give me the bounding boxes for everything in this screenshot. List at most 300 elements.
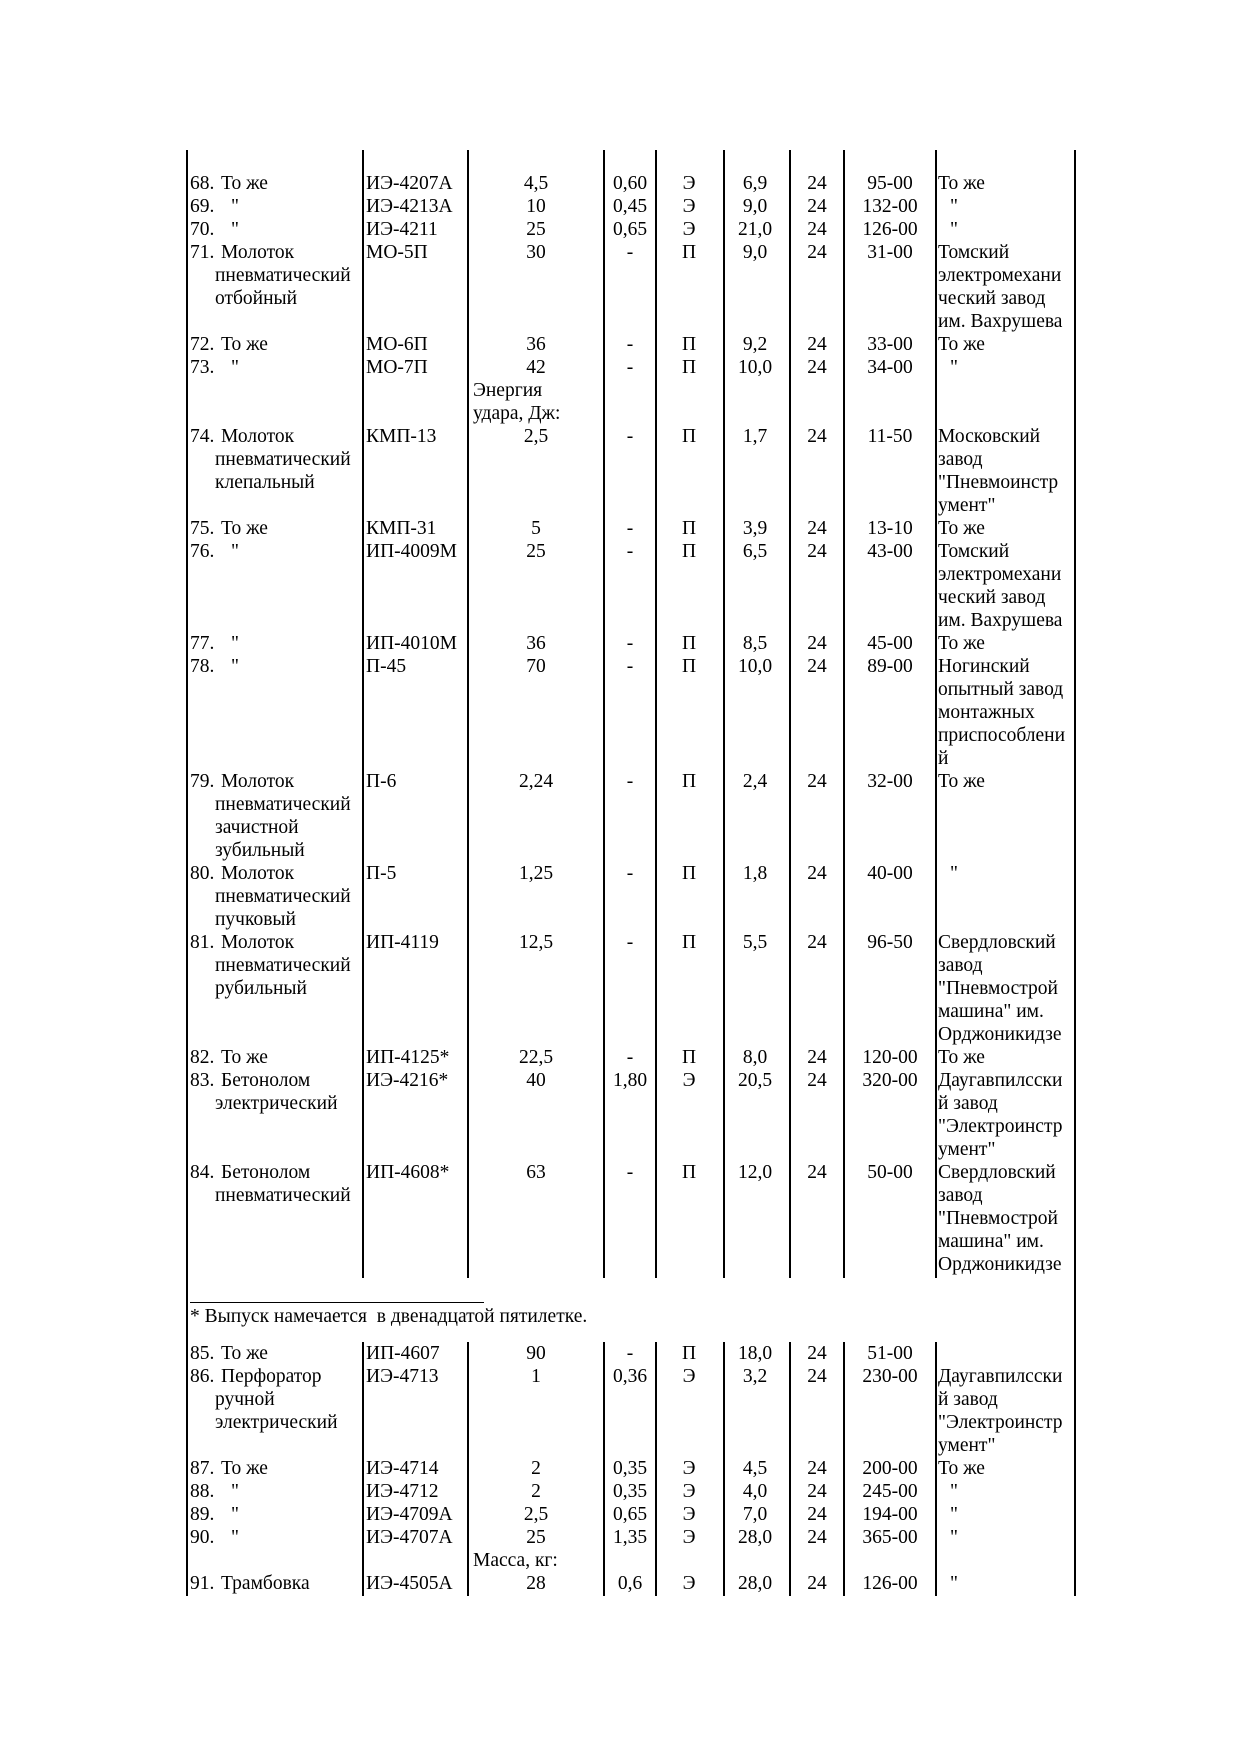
name-cell: " — [231, 196, 239, 217]
name-cell: " — [231, 1504, 239, 1525]
power-cell: - — [626, 932, 634, 953]
model-cell: ИЭ-4213А — [366, 196, 453, 217]
maker-cell: То же — [938, 1047, 985, 1068]
maker-cell: "Пневмострой — [938, 1208, 1058, 1229]
power-cell: - — [626, 1047, 634, 1068]
drive-cell: П — [681, 541, 697, 562]
maker-cell: Орджоникидзе — [938, 1024, 1062, 1045]
param-cell: 2,24 — [518, 771, 554, 792]
name-cell: пучковый — [215, 909, 296, 930]
row-number: 83. — [190, 1070, 215, 1091]
model-cell: ИП-4009М — [366, 541, 457, 562]
name-cell: Бетонолом — [221, 1070, 311, 1091]
power-cell: - — [626, 357, 634, 378]
price-cell: 50-00 — [867, 1162, 913, 1183]
price-cell: 51-00 — [867, 1343, 913, 1364]
power-cell: 0,65 — [612, 219, 648, 240]
maker-cell: Московский — [938, 426, 1041, 447]
unit-subheader: Энергия — [473, 380, 543, 401]
power-cell: - — [626, 518, 634, 539]
drive-cell: П — [681, 633, 697, 654]
maker-cell: Орджоникидзе — [938, 1254, 1062, 1275]
model-cell: ИП-4119 — [366, 932, 439, 953]
row-number: 71. — [190, 242, 215, 263]
model-cell: ИЭ-4216* — [366, 1070, 449, 1091]
model-cell: МО-5П — [366, 242, 428, 263]
row-number: 68. — [190, 173, 215, 194]
name-cell: То же — [221, 173, 268, 194]
param-cell: 25 — [526, 541, 546, 562]
life-cell: 24 — [807, 932, 827, 953]
power-cell: - — [626, 771, 634, 792]
maker-cell: Томский — [938, 541, 1010, 562]
power-cell: 1,35 — [612, 1527, 648, 1548]
param-cell: 2,5 — [523, 1504, 549, 1525]
row-number: 78. — [190, 656, 215, 677]
column-divider-line — [362, 150, 364, 1278]
maker-cell: завод — [938, 955, 983, 976]
power-cell: 0,60 — [612, 173, 648, 194]
maker-cell: Даугавпилсски — [938, 1366, 1063, 1387]
power-cell: - — [626, 633, 634, 654]
power-cell: - — [626, 426, 634, 447]
maker-cell: им. Вахрушева — [938, 610, 1063, 631]
drive-cell: П — [681, 863, 697, 884]
mass-cell: 7,0 — [742, 1504, 768, 1525]
name-cell: Молоток — [221, 771, 295, 792]
maker-cell: завод — [938, 1185, 983, 1206]
life-cell: 24 — [807, 1366, 827, 1387]
name-cell: ручной — [215, 1389, 275, 1410]
name-cell: " — [231, 1527, 239, 1548]
param-cell: 2,5 — [523, 426, 549, 447]
name-cell: " — [231, 541, 239, 562]
maker-cell: То же — [938, 518, 985, 539]
price-cell: 89-00 — [867, 656, 913, 677]
model-cell: П-45 — [366, 656, 407, 677]
life-cell: 24 — [807, 656, 827, 677]
life-cell: 24 — [807, 1504, 827, 1525]
mass-cell: 9,2 — [742, 334, 768, 355]
row-number: 79. — [190, 771, 215, 792]
life-cell: 24 — [807, 633, 827, 654]
maker-cell: Томский — [938, 242, 1010, 263]
column-divider-line — [655, 1342, 657, 1596]
drive-cell: Э — [682, 1527, 696, 1548]
name-cell: пневматический — [215, 886, 351, 907]
model-cell: ИП-4608* — [366, 1162, 450, 1183]
maker-cell: "Электроинстр — [938, 1116, 1063, 1137]
drive-cell: П — [681, 518, 697, 539]
column-divider-line — [843, 1342, 845, 1596]
price-cell: 34-00 — [867, 357, 913, 378]
maker-cell: машина" им. — [938, 1001, 1044, 1022]
mass-cell: 28,0 — [737, 1573, 773, 1594]
price-cell: 45-00 — [867, 633, 913, 654]
price-cell: 320-00 — [862, 1070, 918, 1091]
param-cell: 1,25 — [518, 863, 554, 884]
row-number: 75. — [190, 518, 215, 539]
power-cell: - — [626, 656, 634, 677]
row-number: 90. — [190, 1527, 215, 1548]
life-cell: 24 — [807, 219, 827, 240]
power-cell: - — [626, 334, 634, 355]
param-cell: 90 — [526, 1343, 546, 1364]
drive-cell: П — [681, 357, 697, 378]
param-cell: 22,5 — [518, 1047, 554, 1068]
mass-cell: 1,8 — [742, 863, 768, 884]
maker-cell: монтажных — [938, 702, 1035, 723]
table-border-line — [1074, 1342, 1076, 1596]
model-cell: ИЭ-4211 — [366, 219, 438, 240]
price-cell: 126-00 — [862, 219, 918, 240]
price-cell: 31-00 — [867, 242, 913, 263]
name-cell: пневматический — [215, 1185, 351, 1206]
name-cell: " — [231, 219, 239, 240]
row-number: 74. — [190, 426, 215, 447]
unit-subheader: Масса, кг: — [473, 1550, 558, 1571]
footnote-text: * Выпуск намечается в двенадцатой пятилетке. — [190, 1306, 588, 1327]
drive-cell: Э — [682, 173, 696, 194]
column-divider-line — [603, 1342, 605, 1596]
mass-cell: 5,5 — [742, 932, 768, 953]
drive-cell: П — [681, 242, 697, 263]
mass-cell: 10,0 — [737, 357, 773, 378]
maker-cell: Свердловский — [938, 932, 1056, 953]
name-cell: Перфоратор — [221, 1366, 322, 1387]
mass-cell: 6,5 — [742, 541, 768, 562]
life-cell: 24 — [807, 1070, 827, 1091]
table-border-line — [1074, 150, 1076, 1342]
life-cell: 24 — [807, 357, 827, 378]
drive-cell: П — [681, 426, 697, 447]
name-cell: Молоток — [221, 863, 295, 884]
price-cell: 32-00 — [867, 771, 913, 792]
price-cell: 126-00 — [862, 1573, 918, 1594]
drive-cell: Э — [682, 196, 696, 217]
mass-cell: 28,0 — [737, 1527, 773, 1548]
drive-cell: Э — [682, 219, 696, 240]
param-cell: 12,5 — [518, 932, 554, 953]
life-cell: 24 — [807, 1343, 827, 1364]
name-cell: " — [231, 656, 239, 677]
mass-cell: 18,0 — [737, 1343, 773, 1364]
model-cell: МО-6П — [366, 334, 428, 355]
price-cell: 40-00 — [867, 863, 913, 884]
life-cell: 24 — [807, 334, 827, 355]
power-cell: - — [626, 1343, 634, 1364]
mass-cell: 8,5 — [742, 633, 768, 654]
drive-cell: П — [681, 334, 697, 355]
mass-cell: 10,0 — [737, 656, 773, 677]
drive-cell: Э — [682, 1458, 696, 1479]
column-divider-line — [789, 150, 791, 1278]
column-divider-line — [935, 150, 937, 1278]
power-cell: - — [626, 541, 634, 562]
maker-cell: машина" им. — [938, 1231, 1044, 1252]
param-cell: 2 — [531, 1458, 541, 1479]
name-cell: Трамбовка — [221, 1573, 310, 1594]
row-number: 80. — [190, 863, 215, 884]
model-cell: ИП-4125* — [366, 1047, 450, 1068]
param-cell: 30 — [526, 242, 546, 263]
mass-cell: 2,4 — [742, 771, 768, 792]
power-cell: 0,65 — [612, 1504, 648, 1525]
name-cell: пневматический — [215, 794, 351, 815]
maker-cell: То же — [938, 173, 985, 194]
model-cell: ИЭ-4714 — [366, 1458, 439, 1479]
life-cell: 24 — [807, 541, 827, 562]
maker-cell: То же — [938, 633, 985, 654]
life-cell: 24 — [807, 426, 827, 447]
name-cell: То же — [221, 334, 268, 355]
name-cell: Молоток — [221, 242, 295, 263]
life-cell: 24 — [807, 1458, 827, 1479]
name-cell: пневматический — [215, 265, 351, 286]
mass-cell: 3,2 — [742, 1366, 768, 1387]
power-cell: 0,36 — [612, 1366, 648, 1387]
mass-cell: 9,0 — [742, 196, 768, 217]
param-cell: 42 — [526, 357, 546, 378]
param-cell: 10 — [526, 196, 546, 217]
param-cell: 63 — [526, 1162, 546, 1183]
model-cell: ИЭ-4709А — [366, 1504, 453, 1525]
row-number: 82. — [190, 1047, 215, 1068]
name-cell: пневматический — [215, 449, 351, 470]
drive-cell: П — [681, 932, 697, 953]
life-cell: 24 — [807, 173, 827, 194]
maker-cell: й завод — [938, 1093, 998, 1114]
param-cell: 25 — [526, 1527, 546, 1548]
maker-cell: "Пневмоинстр — [938, 472, 1059, 493]
drive-cell: Э — [682, 1366, 696, 1387]
row-number: 72. — [190, 334, 215, 355]
param-cell: 70 — [526, 656, 546, 677]
maker-cell: электромехани — [938, 564, 1062, 585]
maker-cell: й завод — [938, 1389, 998, 1410]
price-cell: 95-00 — [867, 173, 913, 194]
power-cell: 0,35 — [612, 1481, 648, 1502]
maker-cell: завод — [938, 449, 983, 470]
mass-cell: 21,0 — [737, 219, 773, 240]
name-cell: " — [231, 633, 239, 654]
power-cell: 1,80 — [612, 1070, 648, 1091]
row-number: 76. — [190, 541, 215, 562]
model-cell: ИП-4010М — [366, 633, 457, 654]
price-cell: 230-00 — [862, 1366, 918, 1387]
model-cell: МО-7П — [366, 357, 428, 378]
name-cell: Молоток — [221, 426, 295, 447]
column-divider-line — [789, 1342, 791, 1596]
power-cell: - — [626, 1162, 634, 1183]
table-border-line — [186, 150, 188, 1342]
name-cell: То же — [221, 518, 268, 539]
table-border-line — [186, 1342, 188, 1596]
maker-cell: ческий завод — [938, 288, 1046, 309]
name-cell: пневматический — [215, 955, 351, 976]
param-cell: 5 — [531, 518, 541, 539]
drive-cell: П — [681, 656, 697, 677]
name-cell: То же — [221, 1343, 268, 1364]
name-cell: То же — [221, 1458, 268, 1479]
maker-cell: приспособлени — [938, 725, 1066, 746]
maker-cell: То же — [938, 771, 985, 792]
param-cell: 40 — [526, 1070, 546, 1091]
power-cell: 0,35 — [612, 1458, 648, 1479]
unit-subheader: удара, Дж: — [473, 403, 561, 424]
row-number: 89. — [190, 1504, 215, 1525]
maker-cell: умент" — [938, 1435, 996, 1456]
maker-cell: Ногинский — [938, 656, 1030, 677]
price-cell: 13-10 — [867, 518, 913, 539]
power-cell: - — [626, 242, 634, 263]
row-number: 91. — [190, 1573, 215, 1594]
row-number: 84. — [190, 1162, 215, 1183]
maker-cell: " — [950, 1573, 958, 1594]
price-cell: 33-00 — [867, 334, 913, 355]
life-cell: 24 — [807, 1162, 827, 1183]
model-cell: ИП-4607 — [366, 1343, 440, 1364]
drive-cell: Э — [682, 1573, 696, 1594]
model-cell: П-5 — [366, 863, 397, 884]
mass-cell: 4,5 — [742, 1458, 768, 1479]
price-cell: 245-00 — [862, 1481, 918, 1502]
maker-cell: умент" — [938, 1139, 996, 1160]
row-number: 77. — [190, 633, 215, 654]
name-cell: электрический — [215, 1412, 338, 1433]
maker-cell: ческий завод — [938, 587, 1046, 608]
name-cell: Бетонолом — [221, 1162, 311, 1183]
name-cell: зубильный — [215, 840, 305, 861]
mass-cell: 12,0 — [737, 1162, 773, 1183]
mass-cell: 9,0 — [742, 242, 768, 263]
mass-cell: 4,0 — [742, 1481, 768, 1502]
maker-cell: й — [938, 748, 949, 769]
maker-cell: " — [950, 357, 958, 378]
maker-cell: " — [950, 863, 958, 884]
life-cell: 24 — [807, 1527, 827, 1548]
model-cell: ИЭ-4713 — [366, 1366, 439, 1387]
row-number: 70. — [190, 219, 215, 240]
param-cell: 2 — [531, 1481, 541, 1502]
model-cell: КМП-13 — [366, 426, 437, 447]
name-cell: Молоток — [221, 932, 295, 953]
name-cell: клепальный — [215, 472, 315, 493]
name-cell: электрический — [215, 1093, 338, 1114]
price-cell: 43-00 — [867, 541, 913, 562]
name-cell: То же — [221, 1047, 268, 1068]
column-divider-line — [655, 150, 657, 1278]
column-divider-line — [843, 150, 845, 1278]
life-cell: 24 — [807, 196, 827, 217]
price-cell: 132-00 — [862, 196, 918, 217]
drive-cell: П — [681, 1047, 697, 1068]
row-number: 88. — [190, 1481, 215, 1502]
maker-cell: "Пневмострой — [938, 978, 1058, 999]
model-cell: ИЭ-4505А — [366, 1573, 453, 1594]
param-cell: 4,5 — [523, 173, 549, 194]
param-cell: 36 — [526, 334, 546, 355]
maker-cell: Свердловский — [938, 1162, 1056, 1183]
name-cell: рубильный — [215, 978, 307, 999]
maker-cell: " — [950, 1504, 958, 1525]
column-divider-line — [603, 150, 605, 1278]
maker-cell: " — [950, 196, 958, 217]
mass-cell: 3,9 — [742, 518, 768, 539]
price-cell: 365-00 — [862, 1527, 918, 1548]
life-cell: 24 — [807, 1573, 827, 1594]
maker-cell: " — [950, 1527, 958, 1548]
mass-cell: 1,7 — [742, 426, 768, 447]
model-cell: ИЭ-4712 — [366, 1481, 439, 1502]
param-cell: 1 — [531, 1366, 541, 1387]
maker-cell: им. Вахрушева — [938, 311, 1063, 332]
price-cell: 11-50 — [867, 426, 913, 447]
row-number: 85. — [190, 1343, 215, 1364]
drive-cell: Э — [682, 1504, 696, 1525]
param-cell: 36 — [526, 633, 546, 654]
power-cell: 0,45 — [612, 196, 648, 217]
column-divider-line — [467, 150, 469, 1278]
mass-cell: 20,5 — [737, 1070, 773, 1091]
life-cell: 24 — [807, 518, 827, 539]
drive-cell: П — [681, 1343, 697, 1364]
mass-cell: 8,0 — [742, 1047, 768, 1068]
model-cell: ИЭ-4707А — [366, 1527, 453, 1548]
price-cell: 194-00 — [862, 1504, 918, 1525]
name-cell: отбойный — [215, 288, 298, 309]
life-cell: 24 — [807, 1481, 827, 1502]
drive-cell: П — [681, 1162, 697, 1183]
name-cell: " — [231, 357, 239, 378]
column-divider-line — [467, 1342, 469, 1596]
maker-cell: умент" — [938, 495, 996, 516]
column-divider-line — [935, 1342, 937, 1596]
power-cell: 0,6 — [617, 1573, 643, 1594]
name-cell: " — [231, 1481, 239, 1502]
row-number: 86. — [190, 1366, 215, 1387]
maker-cell: То же — [938, 334, 985, 355]
price-cell: 200-00 — [862, 1458, 918, 1479]
life-cell: 24 — [807, 863, 827, 884]
mass-cell: 6,9 — [742, 173, 768, 194]
model-cell: КМП-31 — [366, 518, 437, 539]
maker-cell: опытный завод — [938, 679, 1064, 700]
model-cell: ИЭ-4207А — [366, 173, 453, 194]
footnote-rule — [190, 1302, 484, 1303]
life-cell: 24 — [807, 771, 827, 792]
row-number: 73. — [190, 357, 215, 378]
life-cell: 24 — [807, 242, 827, 263]
drive-cell: П — [681, 771, 697, 792]
row-number: 87. — [190, 1458, 215, 1479]
maker-cell: электромехани — [938, 265, 1062, 286]
param-cell: 28 — [526, 1573, 546, 1594]
row-number: 69. — [190, 196, 215, 217]
param-cell: 25 — [526, 219, 546, 240]
drive-cell: Э — [682, 1070, 696, 1091]
power-cell: - — [626, 863, 634, 884]
model-cell: П-6 — [366, 771, 397, 792]
maker-cell: " — [950, 1481, 958, 1502]
maker-cell: " — [950, 219, 958, 240]
price-cell: 120-00 — [862, 1047, 918, 1068]
life-cell: 24 — [807, 1047, 827, 1068]
price-cell: 96-50 — [867, 932, 913, 953]
maker-cell: Даугавпилсски — [938, 1070, 1063, 1091]
row-number: 81. — [190, 932, 215, 953]
drive-cell: Э — [682, 1481, 696, 1502]
